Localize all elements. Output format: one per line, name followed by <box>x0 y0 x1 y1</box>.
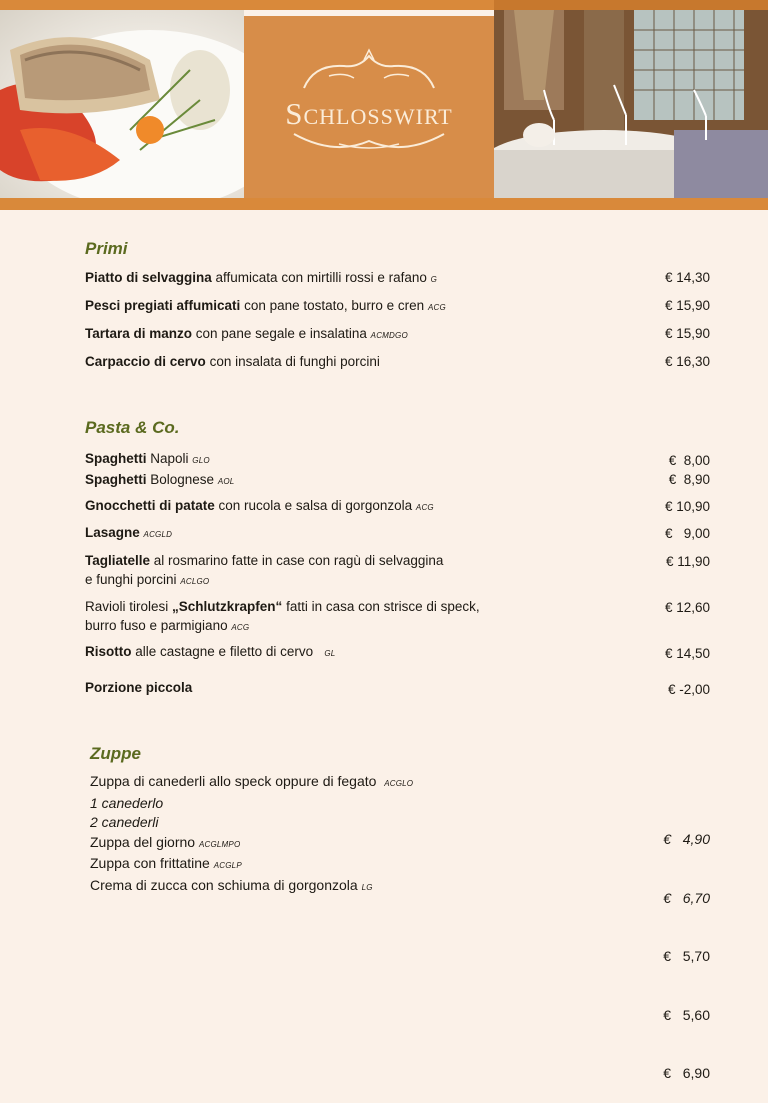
dish-description: Napoli <box>146 451 193 466</box>
menu-item <box>85 523 555 544</box>
dish-description: affumicata con mirtilli rossi e rafano <box>211 270 431 285</box>
dish-price: € 15,90 <box>664 298 710 313</box>
dish-name: Piatto di selvaggina <box>85 270 212 285</box>
menu-item <box>85 324 555 345</box>
dish-description: fatti in casa con strisce di speck, <box>282 599 480 614</box>
allergen-codes: ACMDGO <box>370 331 408 340</box>
dish-description: burro fuso e parmigiano <box>85 618 232 633</box>
dish-price: € 9,00 <box>664 526 710 541</box>
allergen-codes: LG <box>361 882 373 892</box>
logo-panel <box>244 16 494 198</box>
list-item <box>90 833 413 855</box>
dish-description: con rucola e salsa di gorgonzola <box>214 498 416 513</box>
dish-name: „Schlutzkrapfen“ <box>172 599 283 614</box>
allergen-codes: ACG <box>427 303 446 312</box>
dish-price: € -2,00 <box>667 682 710 697</box>
dish-description: Bolognese <box>146 472 218 487</box>
dish-price: € 14,30 <box>664 270 710 285</box>
dish-price: € 11,90 <box>665 554 710 569</box>
dish-name: Tartara di manzo <box>85 326 193 341</box>
dish-description: con pane segale e insalatina <box>192 326 371 341</box>
restaurant-interior-photo <box>494 10 768 198</box>
dish-description: Zuppa con frittatine <box>90 855 214 871</box>
list-item: 1 canederlo <box>90 794 164 811</box>
dish-description: con pane tostato, burro e cren <box>240 298 428 313</box>
dish-description: e funghi porcini <box>85 572 181 587</box>
list-item <box>90 876 413 898</box>
dish-description: Zuppa di canederli allo speck oppure di fegato <box>90 773 385 789</box>
header-banner <box>0 0 768 212</box>
dish-name: Risotto <box>85 644 132 659</box>
menu-item <box>85 642 555 663</box>
menu-item <box>85 449 555 491</box>
allergen-codes: ACG <box>415 503 434 512</box>
allergen-codes: ACGLO <box>384 779 414 788</box>
allergen-codes: ACGLP <box>213 861 242 870</box>
section-title-primi: Primi <box>85 239 128 258</box>
dish-price: € 5,60 <box>663 1006 710 1023</box>
menu-item <box>85 352 555 371</box>
dish-price: € 4,90 <box>663 831 710 847</box>
dish-price: € 15,90 <box>664 326 710 341</box>
header-top-bar-right <box>494 0 768 10</box>
list-item: 2 canederli <box>90 814 159 830</box>
dish-description: Zuppa del giorno <box>90 833 199 850</box>
soup-prices <box>610 791 710 1103</box>
soup-list <box>90 772 413 897</box>
section-title-pasta: Pasta & Co. <box>85 418 180 437</box>
dish-price: € 8,90 <box>668 472 710 487</box>
dish-price: € 10,90 <box>664 499 710 514</box>
dish-description: Ravioli tirolesi <box>85 599 173 614</box>
list-item <box>90 772 413 794</box>
dish-name: Gnocchetti di patate <box>85 498 215 513</box>
logo-text: Schlosswirt <box>285 96 453 131</box>
dish-price: € 6,70 <box>663 889 710 906</box>
section-title-zuppe: Zuppe <box>90 744 141 763</box>
dish-description: alle castagne e filetto di cervo <box>131 644 325 659</box>
menu-item <box>85 296 555 317</box>
allergen-codes: GL <box>324 649 336 658</box>
dish-description: al rosmarino fatte in case con ragù di selvaggina <box>150 553 444 568</box>
allergen-codes: ACLGO <box>180 577 210 586</box>
list-item <box>90 854 413 876</box>
allergen-codes: G <box>430 275 438 284</box>
allergen-codes: ACGLD <box>143 530 173 539</box>
menu-item <box>85 678 555 697</box>
dish-price: € 6,90 <box>663 1065 710 1081</box>
dish-price: € 14,50 <box>664 646 710 661</box>
dish-name: Spaghetti <box>85 472 147 487</box>
dish-name: Porzione piccola <box>85 680 193 695</box>
dish-description: con insalata di funghi porcini <box>205 354 380 369</box>
dish-price: € 8,00 <box>668 453 710 468</box>
menu-item <box>85 496 555 517</box>
menu-item <box>85 268 555 289</box>
allergen-codes: ACG <box>231 623 250 632</box>
dish-price: € 12,60 <box>664 600 710 615</box>
dish-price: € 16,30 <box>664 354 710 369</box>
dish-name: Tagliatelle <box>85 553 151 568</box>
menu-item <box>85 551 555 591</box>
dish-name: Lasagne <box>85 525 140 540</box>
header-bottom-bar <box>0 198 768 210</box>
allergen-codes: AOL <box>217 477 235 486</box>
menu-item <box>85 597 555 637</box>
allergen-codes: GLO <box>192 456 210 465</box>
dish-name: Carpaccio di cervo <box>85 354 206 369</box>
fish-dish-photo <box>0 10 244 198</box>
header-top-bar <box>0 0 494 10</box>
dish-price: € 5,70 <box>663 948 710 964</box>
dish-name: Spaghetti <box>85 451 147 466</box>
allergen-codes: ACGLMPO <box>198 839 241 849</box>
dish-name: Pesci pregiati affumicati <box>85 298 241 313</box>
dish-description: Crema di zucca con schiuma di gorgonzola <box>90 876 362 893</box>
